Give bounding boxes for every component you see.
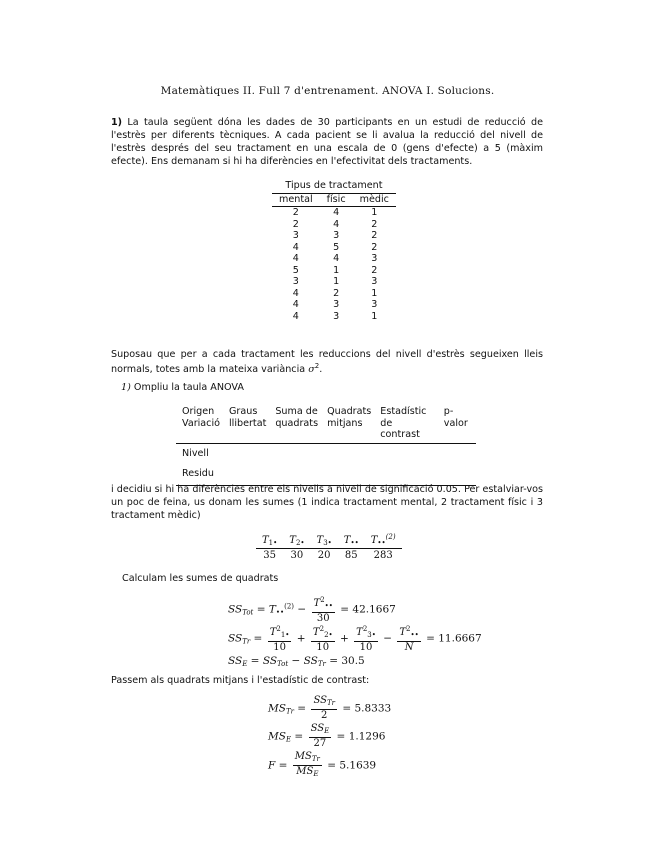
table-cell: 2 [371,230,378,241]
table-cell: 4 [292,287,299,299]
mean-squares-intro: Passem als quadrats mitjans i l'estadístic de contrast: [111,675,370,686]
table-cell: 4 [292,310,299,322]
anova-col-header-line: llibertat [229,417,267,429]
sums-col-header [283,533,310,549]
table-row [272,219,396,231]
sums-subscript: 1• [268,538,278,547]
sigma-power: 2 [314,361,320,370]
ms-tr-den: 2 [321,710,328,721]
f-value: 5.1639 [339,759,377,772]
anova-empty-cell [223,443,269,464]
anova-col-header [374,406,438,443]
table-cell: 5 [292,264,299,276]
sums-symbol: T [343,534,351,546]
equation-f: F = $\frac{MS_{Tr}}{MS_E}$ = 5.1639 [268,751,377,778]
exercise-statement [111,117,543,169]
table-cell: 1 [333,276,340,287]
equation-ms-e: $MS_E$ = $\frac{SS_E}{27}$ = 1.1296 [268,723,386,749]
table-cell: 3 [371,253,378,264]
sums-col-header [256,533,283,549]
anova-row [176,443,476,464]
anova-row-label: Residu [182,468,214,480]
anova-col-header [321,406,374,443]
sums-col-header [338,533,365,549]
ss-tot-den: 30 [316,613,330,624]
anova-col-header-line: contrast [380,429,420,440]
ss-tr-den-2: 10 [316,642,330,653]
sums-value: 35 [263,550,276,562]
equation-ss-tot: $SS_{Tot} = T_{••}^{(2)}$ − $\frac{T^2_{••}}{30}$ = 42.1667 [228,596,396,624]
ss-tr-den-1: 10 [273,642,286,653]
table-row [272,242,396,254]
table-row [272,230,396,242]
anova-col-header-line: mitjans [327,417,363,429]
sub-question-text: Ompliu la taula ANOVA [133,382,244,393]
anova-col-header-line: Origen [182,406,215,417]
table-cell: 1 [371,310,378,322]
decision-text: i decidiu si hi ha diferències entre els nivells a nivell de significació 0.05. Per estalviar-vos un poc de feina, us donam les sumes (1 indica tractament mental, 2 tractament físic i 3 tractament mèdic) [111,484,543,521]
anova-empty-cell [438,443,476,464]
exercise-number: 1) [111,117,123,128]
anova-col-header [223,406,269,443]
table-cell: 2 [292,207,299,218]
table-cell: 3 [292,230,299,241]
sums-symbol: T [316,534,324,546]
sums-symbol: T [262,534,269,546]
assumption-body: Suposau que per a cada tractament les reduccions del nivell d'estrès segueixen lleis normals, totes amb la mateixa variància [111,349,543,375]
anova-empty-cell [438,464,476,485]
table-row [272,299,396,311]
table-cell: 2 [292,218,299,230]
sums-superscript: (2) [385,533,396,541]
calc-sums-intro: Calculam les sumes de quadrats [122,573,279,584]
sub-question [121,382,553,395]
ss-tot-value: 42.1667 [352,603,396,616]
sums-symbol: T [370,535,378,546]
anova-col-header [438,406,476,443]
anova-col-header-line: Estadístic de [380,406,427,429]
exercise-intro: La taula següent dóna les dades de 30 participants en un estudi de reducció de l'estrès per diferents tècniques. A cada pacient se li avalua la reducció del nivell de l'estrès després del seu tractament en una escala de 0 (gens d'efecte) a 5 (màxim efecte). Ens demanam si hi ha diferències en l'efectivitat dels tractaments. [111,117,543,167]
ms-e-den: 27 [313,738,327,749]
table-row [272,265,396,277]
sums-value: 85 [344,550,358,562]
sums-value: 20 [317,550,331,562]
anova-empty-cell [374,464,438,485]
table-cell: 5 [333,241,340,253]
table-cell: 3 [333,230,340,241]
anova-col-header-line [444,429,473,441]
sums-value: 283 [373,550,393,562]
anova-col-header [269,406,321,443]
table-cell: 4 [292,253,299,264]
anova-empty-cell [269,443,321,464]
anova-col-header-line: p-valor [443,406,468,429]
sums-subscript: •• [377,539,386,547]
table-cell: 4 [292,241,299,253]
table-cell: 4 [333,218,340,230]
page-title: Matemàtiques II. Full 7 d'entrenament. ANOVA I. Solucions. [160,85,495,97]
table-row [272,311,396,323]
table-cell: 4 [333,207,340,218]
table-cell: 2 [371,264,378,276]
anova-col-header-line: Graus [229,406,258,417]
assumption-text: Suposau que per a cada tractament les reduccions del nivell d'estrès segueixen lleis normals, totes amb la mateixa variància $\sigma^2$. [111,349,543,375]
sigma-symbol: σ [308,363,315,375]
sub-question-number: 1) [121,382,131,393]
equation-ms-tr: $MS_{Tr}$ = $\frac{SS_{Tr}}{2}$ = 5.8333 [268,695,392,721]
table-cell: 3 [333,310,340,322]
anova-col-header [176,406,223,443]
anova-row-label: Nivell [182,447,209,459]
anova-col-header-line: Variació [182,417,220,429]
sums-col-header [365,533,402,549]
ss-tr-value: 11.6667 [438,632,482,645]
table-cell: 2 [333,287,340,299]
table-cell: 3 [371,276,378,287]
anova-empty-cell [321,443,374,464]
table-cell: 2 [371,241,378,253]
anova-row [176,464,476,485]
data-table [272,180,396,322]
ss-e-value: 30.5 [341,655,365,667]
anova-empty-cell [374,443,438,464]
table-row [272,253,396,265]
table-cell: 2 [371,218,378,230]
table-cell: 1 [371,207,378,218]
data-table-col-header: físic [320,193,353,207]
sums-table [256,533,402,563]
data-table-col-header: mèdic [353,193,396,207]
sums-symbol: T [289,534,296,546]
sums-subscript: •• [350,538,359,547]
ss-tr-den-3: 10 [359,642,373,653]
table-cell: 1 [333,264,340,276]
sums-subscript: 3• [323,538,332,547]
table-row [272,288,396,300]
table-cell: 3 [292,276,299,287]
table-row [272,207,396,219]
anova-col-header-line: Suma de [275,406,318,417]
anova-empty-cell [269,464,321,485]
table-cell: 4 [292,299,299,310]
anova-empty-cell [321,464,374,485]
sums-subscript: 2• [295,538,305,547]
sums-col-header [311,533,338,549]
anova-col-header-line: Quadrats [327,406,372,417]
ms-e-value: 1.1296 [348,730,386,743]
table-cell: 3 [371,299,378,310]
table-cell: 1 [371,287,378,299]
data-table-col-header: mental [272,193,320,207]
table-cell: 3 [333,299,340,310]
data-table-group-header: Tipus de tractament [272,180,396,193]
table-row [272,276,396,288]
sums-value: 30 [290,550,304,562]
anova-empty-cell [223,464,269,485]
ms-tr-value: 5.8333 [354,702,392,715]
table-cell: 4 [333,253,340,264]
anova-col-header-line: quadrats [275,417,319,429]
anova-table [176,406,476,486]
equation-ss-tr: $SS_{Tr}$ = $\frac{T^2_{1•}}{10}$ + $\frac{T^2_{2•}}{10}$ + $\frac{T^2_{3•}}{10}$ − $\frac{T^2_{••}}{N}$ = 11.6667 [228,625,482,653]
equation-ss-e: $SS_E = SS_{Tot} - SS_{Tr} = 30.5$ [228,655,365,668]
